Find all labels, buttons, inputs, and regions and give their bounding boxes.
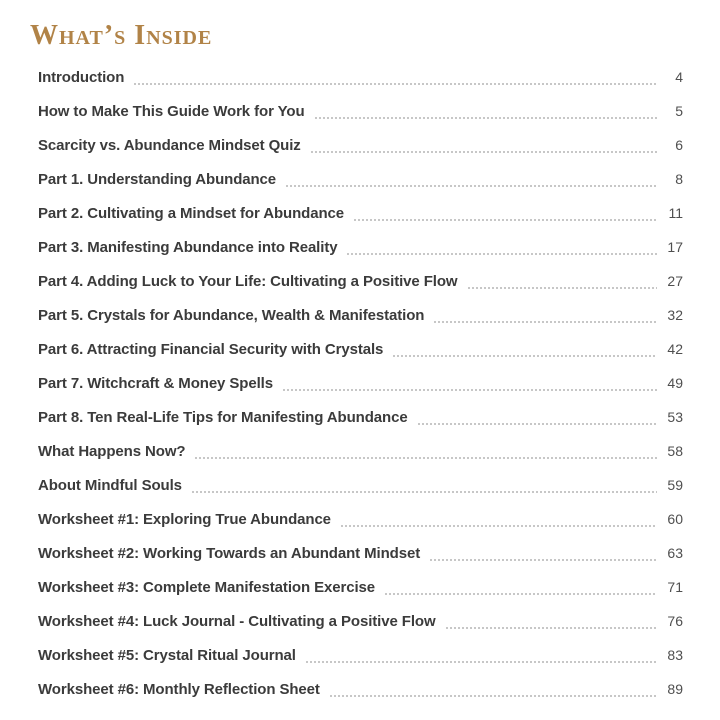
toc-entry[interactable] [38,162,683,196]
dotted-leader [347,253,657,255]
toc-entry-page: 6 [675,137,683,153]
toc-entry[interactable] [38,570,683,604]
toc-entry-page: 83 [667,647,683,663]
toc-entry[interactable] [38,434,683,468]
toc-entry-label: About Mindful Souls [38,477,182,494]
toc-entry-label: Part 2. Cultivating a Mindset for Abundance [38,205,345,222]
dotted-leader [430,559,657,561]
toc-entry-page: 63 [667,545,683,561]
toc-entry-label: Scarcity vs. Abundance Mindset Quiz [38,137,301,154]
dotted-leader [446,627,657,629]
toc-entry-label: Part 3. Manifesting Abundance into Reality [38,239,338,256]
toc-entry-label: Worksheet #4: Luck Journal - Cultivating a Positive Flow [38,613,436,630]
dotted-leader [134,83,657,85]
toc-entry-label: Part 8. Ten Real-Life Tips for Manifesting Abundance [38,409,408,426]
toc-entry-label: Part 1. Understanding Abundance [38,171,277,188]
toc-entry-page: 76 [667,613,683,629]
dotted-leader [315,117,657,119]
toc-entry-label: Worksheet #3: Complete Manifestation Exercise [38,579,375,596]
toc-entry-page: 17 [667,239,683,255]
toc-entry[interactable] [38,196,683,230]
toc-entry-label: Worksheet #1: Exploring True Abundance [38,511,331,528]
toc-list [30,60,683,706]
toc-entry[interactable] [38,60,683,94]
dotted-leader [341,525,657,527]
toc-entry-page: 53 [667,409,683,425]
dotted-leader [195,457,657,459]
toc-entry-label: Worksheet #5: Crystal Ritual Journal [38,647,296,664]
toc-entry[interactable] [38,332,683,366]
toc-entry-label: How to Make This Guide Work for You [38,103,305,120]
dotted-leader [354,219,657,221]
toc-entry-label: Part 4. Adding Luck to Your Life: Cultivating a Positive Flow [38,273,458,290]
toc-entry[interactable] [38,672,683,706]
toc-entry-label: Part 6. Attracting Financial Security with Crystals [38,341,384,358]
toc-entry[interactable] [38,230,683,264]
dotted-leader [283,389,657,391]
dotted-leader [311,151,657,153]
dotted-leader [418,423,657,425]
toc-entry-page: 11 [668,205,683,221]
dotted-leader [286,185,657,187]
toc-entry-page: 59 [667,477,683,493]
toc-entry-page: 89 [667,681,683,697]
toc-entry[interactable] [38,400,683,434]
toc-entry-label: Introduction [38,69,125,86]
toc-entry-page: 49 [667,375,683,391]
dotted-leader [306,661,657,663]
dotted-leader [468,287,658,289]
toc-entry[interactable] [38,536,683,570]
toc-entry[interactable] [38,298,683,332]
toc-entry[interactable] [38,128,683,162]
toc-entry-page: 27 [667,273,683,289]
toc-entry-page: 8 [675,171,683,187]
toc-entry-page: 42 [667,341,683,357]
toc-entry-label: Worksheet #2: Working Towards an Abundant Mindset [38,545,421,562]
toc-entry-page: 5 [675,103,683,119]
toc-entry-page: 58 [667,443,683,459]
toc-entry-page: 60 [667,511,683,527]
toc-entry-page: 32 [667,307,683,323]
dotted-leader [192,491,657,493]
toc-entry-label: Worksheet #6: Monthly Reflection Sheet [38,681,320,698]
toc-entry[interactable] [38,638,683,672]
toc-entry-page: 4 [675,69,683,85]
toc-entry-label: What Happens Now? [38,443,186,460]
dotted-leader [434,321,657,323]
dotted-leader [330,695,657,697]
toc-entry[interactable] [38,502,683,536]
toc-entry-label: Part 7. Witchcraft & Money Spells [38,375,273,392]
toc-entry[interactable] [38,468,683,502]
toc-entry[interactable] [38,604,683,638]
toc-entry[interactable] [38,264,683,298]
toc-entry[interactable] [38,94,683,128]
page-title: What’s Inside [30,20,213,51]
dotted-leader [393,355,657,357]
dotted-leader [385,593,657,595]
toc-entry-page: 71 [667,579,683,595]
toc-entry[interactable] [38,366,683,400]
toc-entry-label: Part 5. Crystals for Abundance, Wealth & Manifestation [38,307,425,324]
